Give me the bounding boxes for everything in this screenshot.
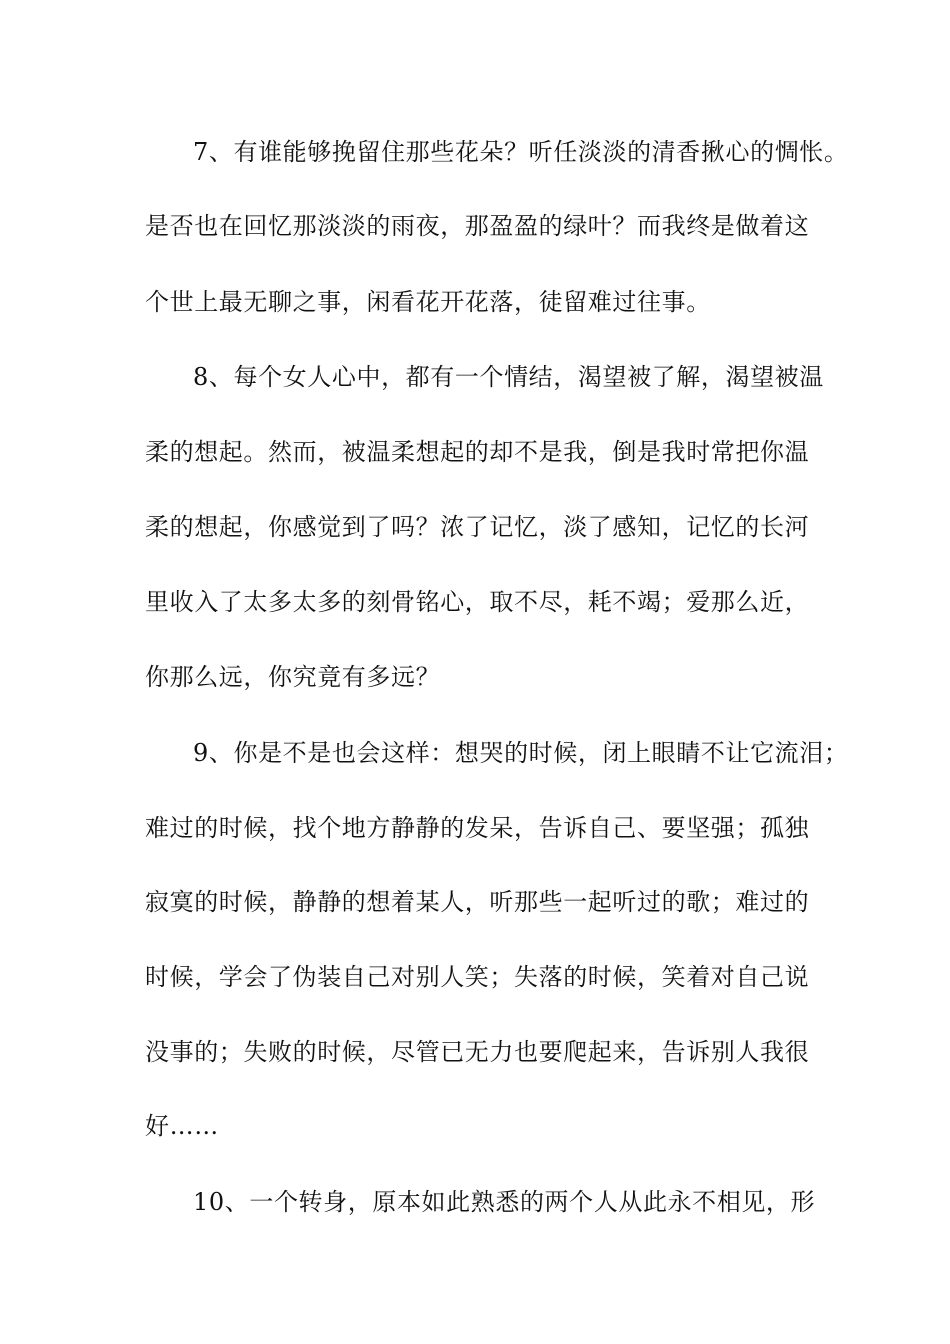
paragraph-7-line-1: 7、有谁能够挽留住那些花朵？听任淡淡的清香揪心的惆怅。 (193, 138, 849, 166)
paragraph-8-line-3: 柔的想起，你感觉到了吗？浓了记忆，淡了感知，记忆的长河 (145, 513, 810, 541)
paragraph-7-line-3: 个世上最无聊之事，闲看花开花落，徒留难过往事。 (145, 288, 711, 316)
paragraph-9-line-4: 时候，学会了伪装自己对别人笑；失落的时候，笑着对自己说 (145, 963, 810, 991)
paragraph-8-line-1: 8、每个女人心中，都有一个情结，渴望被了解，渴望被温 (193, 363, 824, 391)
paragraph-9-line-6: 好…… (145, 1112, 219, 1140)
paragraph-8-line-2: 柔的想起。然而，被温柔想起的却不是我，倒是我时常把你温 (145, 438, 810, 466)
paragraph-9-line-5: 没事的；失败的时候，尽管已无力也要爬起来，告诉别人我很 (145, 1038, 810, 1066)
paragraph-10-line-1: 10、一个转身，原本如此熟悉的两个人从此永不相见，形 (193, 1188, 816, 1216)
paragraph-9-line-3: 寂寞的时候，静静的想着某人，听那些一起听过的歌；难过的 (145, 888, 810, 916)
paragraph-9-line-1: 9、你是不是也会这样：想哭的时候，闭上眼睛不让它流泪； (193, 739, 849, 767)
paragraph-9-line-2: 难过的时候，找个地方静静的发呆，告诉自己、要坚强；孤独 (145, 814, 810, 842)
paragraph-8-line-5: 你那么远，你究竟有多远？ (145, 663, 441, 691)
paragraph-7-line-2: 是否也在回忆那淡淡的雨夜，那盈盈的绿叶？而我终是做着这 (145, 212, 810, 240)
paragraph-8-line-4: 里收入了太多太多的刻骨铭心，取不尽，耗不竭；爱那么近， (145, 588, 810, 616)
